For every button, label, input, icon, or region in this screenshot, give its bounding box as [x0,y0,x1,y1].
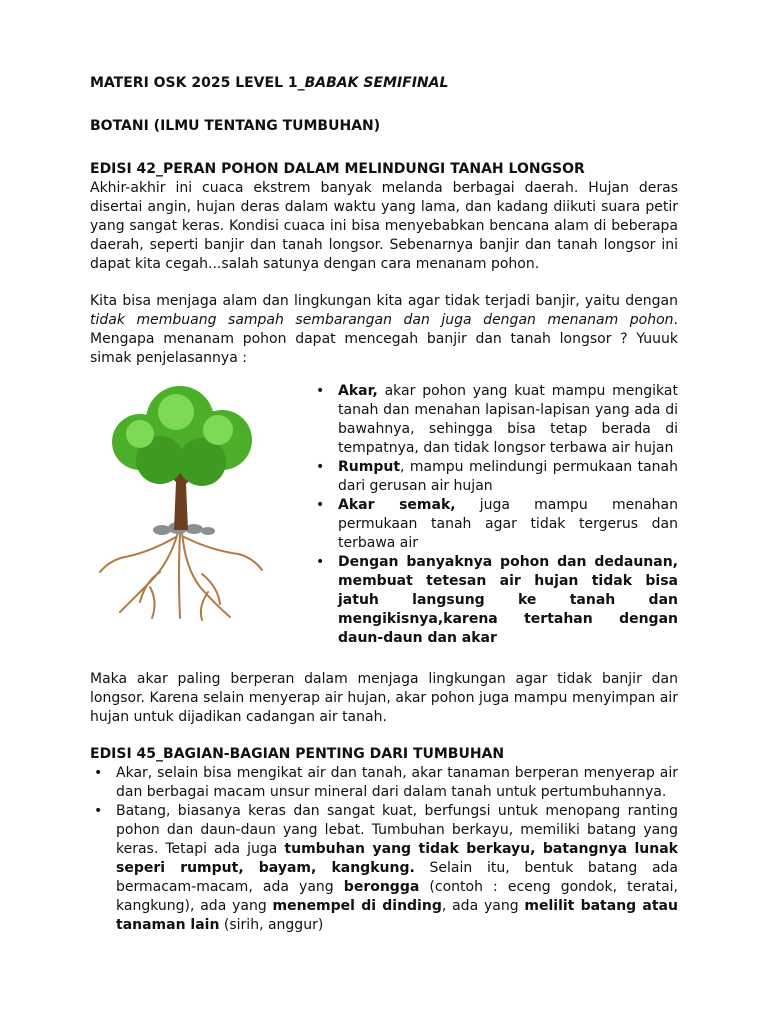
bullet-icon: • [316,554,325,570]
document-page [90,74,678,935]
edisi45-heading: EDISI 45_BAGIAN-BAGIAN PENTING DARI TUMBUHAN [90,746,505,762]
bullet-icon: • [94,803,103,819]
edisi42-conclusion: Maka akar paling berperan dalam menjaga lingkungan agar tidak banjir dan longsor. Karena selain menyerap air hujan, akar pohon juga mampu menyimpan air hujan untuk dijadikan cadangan air tanah. [90,671,678,725]
edisi42-paragraph-2: Kita bisa menjaga alam dan lingkungan kita agar tidak terjadi banjir, yaitu dengan tidak membuang sampah sembarangan dan juga dengan menanam pohon. Mengapa menanam pohon dapat mencegah banjir dan tanah longsor ? Yuuuk simak penjelasannya : [90,293,678,366]
list-item: • Akar, akar pohon yang kuat mampu mengikat tanah dan menahan lapisan-lapisan yang ada di bawahnya, sehingga bisa tetap berada di tempatnya, dan tidak longsor terbawa air hujan [316,383,678,456]
edisi42-paragraph-1: Akhir-akhir ini cuaca ekstrem banyak melanda berbagai daerah. Hujan deras disertai angin, hujan deras dalam waktu yang lama, dan kadang diikuti suara petir yang sangat keras. Kondisi cuaca ini bisa menyebabkan bencana alam di beberapa daerah, seperti banjir dan tanah longsor. Sebenarnya banjir dan tanah longsor ini dapat kita cegah...salah satunya dengan cara menanam pohon. [90,180,678,272]
list-item: • Akar, selain bisa mengikat air dan tanah, akar tanaman berperan menyerap air dan berbagai macam unsur mineral dari dalam tanah untuk pertumbuhannya. [94,765,678,800]
canopy [112,386,252,486]
edisi45-bullet-list [90,764,678,935]
bullet-icon: • [316,497,325,513]
list-item: • Batang, biasanya keras dan sangat kuat, berfungsi untuk menopang ranting pohon dan daun-daun yang lebat. Tumbuhan berkayu, memiliki batang yang keras. Tetapi ada juga tumbuhan yang tidak berkayu, batangnya lunak seperi rumput, bayam, kangkung. Selain itu, bentuk batang ada bermacam-macam, ada yang berongga (contoh : eceng gondok, teratai, kangkung), ada yang menempel di dinding, ada yang melilit batang atau tanaman lain (sirih, anggur) [94,803,678,933]
edisi42-heading: EDISI 42_PERAN POHON DALAM MELINDUNGI TANAH LONGSOR [90,161,585,177]
document-title: MATERI OSK 2025 LEVEL 1_BABAK SEMIFINAL [90,75,449,91]
subject-heading: BOTANI (ILMU TENTANG TUMBUHAN) [90,118,381,134]
tree-section [90,382,678,670]
bullet-icon: • [316,383,325,399]
list-item: • Dengan banyaknya pohon dan dedaunan, membuat tetesan air hujan tidak bisa jatuh langsung ke tanah dan mengikisnya,karena tertahan dengan daun-daun dan akar [316,554,678,646]
edisi42-bullet-list [312,382,678,648]
bullet-icon: • [94,765,103,781]
list-item: • Akar semak, juga mampu menahan permukaan tanah agar tidak tergerus dan terbawa air [316,497,678,551]
list-item: • Rumput, mampu melindungi permukaan tanah dari gerusan air hujan [316,459,678,494]
bullet-icon: • [316,459,325,475]
roots [100,532,262,620]
tree-with-roots-illustration [90,382,270,622]
